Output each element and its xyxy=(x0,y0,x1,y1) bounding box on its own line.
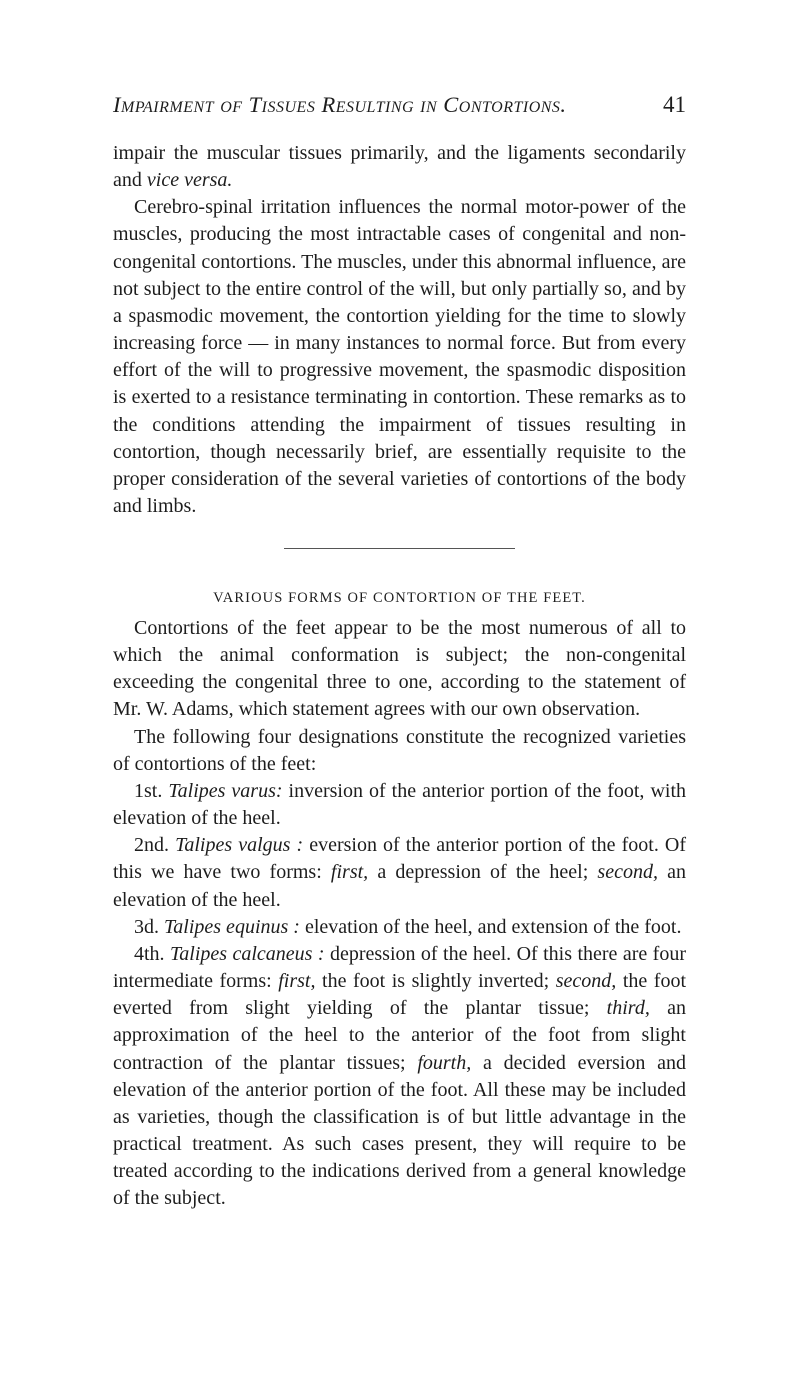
calcaneus-fourth-text: a decided eversion and elevation of the anterior portion of the foot. All these may be included as varieties, though the classification is of but little advantage in the practical treatment. As such cases present, they will require to be treated according to the indications derived from a general knowledge of the subject. xyxy=(113,1051,686,1210)
page-header xyxy=(113,92,686,126)
list-item-equinus xyxy=(113,914,686,941)
list-item-varus xyxy=(113,778,686,832)
section-divider xyxy=(284,548,515,549)
item-text: depression of the heel. Of this there are four intermediate forms: xyxy=(113,942,687,993)
item-term: Talipes calcaneus : xyxy=(170,942,325,965)
continuation-italic: vice versa. xyxy=(146,169,233,192)
item-number: 4th. xyxy=(134,942,165,965)
calcaneus-fourth-label: fourth, xyxy=(417,1051,472,1074)
item-text: eversion of the anterior portion of the foot. Of this we have two forms: xyxy=(113,834,687,884)
section-text xyxy=(113,615,686,1212)
running-title: Impairment of Tissues Resulting in Contortions. xyxy=(113,92,567,117)
item-text: elevation of the heel, and extension of the foot. xyxy=(299,915,682,938)
calcaneus-first-label: first, xyxy=(278,970,316,993)
item-term: Talipes valgus : xyxy=(175,834,304,857)
valgus-first-label: first, xyxy=(330,861,369,884)
list-item-calcaneus xyxy=(113,941,686,1213)
calcaneus-third-label: third, xyxy=(606,997,650,1020)
list-item-valgus xyxy=(113,832,686,913)
item-number: 2nd. xyxy=(134,834,169,857)
continuation-text: impair the muscular tissues primarily, and the ligaments secondarily and xyxy=(113,142,686,192)
calcaneus-first-text: the foot is slightly inverted; xyxy=(315,970,556,993)
item-number: 1st. xyxy=(134,779,163,802)
designations-paragraph: The following four designations constitute the recognized varieties of contortions of the feet: xyxy=(113,725,686,775)
item-text: inversion of the anterior portion of the foot, with elevation of the heel. xyxy=(113,779,687,830)
valgus-second-text: an elevation of the heel. xyxy=(113,861,686,911)
continuation-paragraph xyxy=(113,140,686,194)
intro-text xyxy=(113,140,686,520)
item-term: Talipes equinus : xyxy=(164,915,300,938)
section-heading: VARIOUS FORMS OF CONTORTION OF THE FEET. xyxy=(213,590,586,606)
contortions-paragraph: Contortions of the feet appear to be the most numerous of all to which the animal conformation is subject; the non-congenital exceeding the congenital three to one, according to the statement of Mr. W. Adams, which statement agrees with our own observation. xyxy=(113,617,686,721)
valgus-second-label: second, xyxy=(597,861,658,884)
item-term: Talipes varus: xyxy=(168,779,283,802)
page-number: 41 xyxy=(663,92,686,117)
calcaneus-third-text: an approximation of the heel to the anterior of the foot from slight contraction of the plantar tissues; xyxy=(113,997,686,1074)
item-number: 3d. xyxy=(134,915,159,938)
valgus-first-text: a depression of the heel; xyxy=(368,861,598,884)
cerebro-spinal-paragraph: Cerebro-spinal irritation influences the normal motor-power of the muscles, producing the most intractable cases of congenital and non-congenital contortions. The muscles, under this abnormal influence, are not subject to the entire control of the will, but only partially so, and by a spasmodic movement, the contortion yielding for the time to slowly increasing force — in many instances to normal force. But from every effort of the will to progressive movement, the spasmodic disposition is exerted to a resistance terminating in contortion. These remarks as to the conditions attending the impairment of tissues resulting in contortion, though necessarily brief, are essentially requisite to the proper consideration of the several varieties of contortions of the body and limbs. xyxy=(113,196,686,518)
calcaneus-second-label: second, xyxy=(555,970,617,993)
calcaneus-second-text: the foot everted from slight yielding of the plantar tissue; xyxy=(113,970,687,1020)
